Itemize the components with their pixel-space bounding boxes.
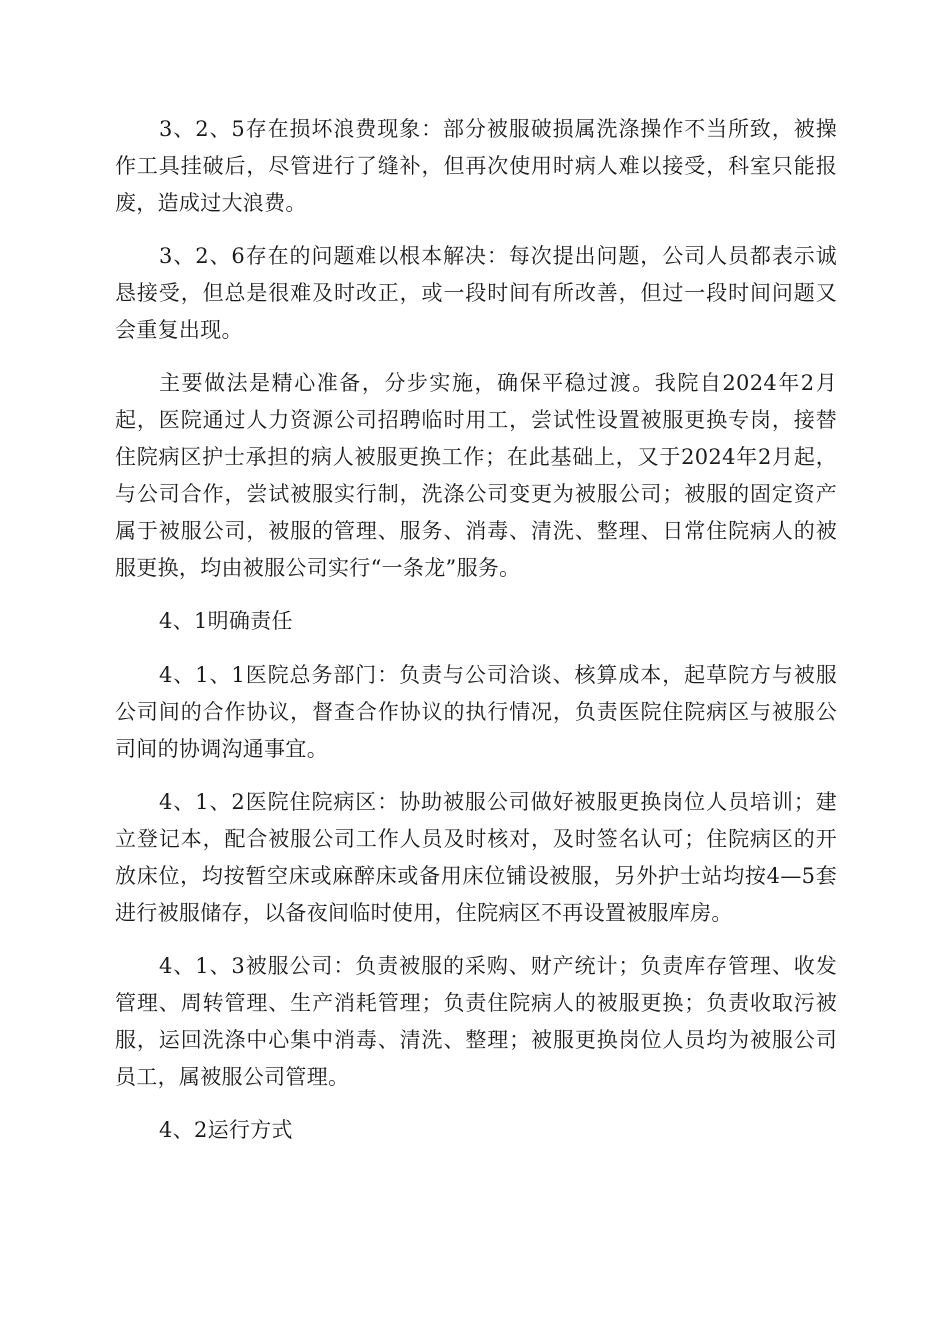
- paragraph-4-1-2: 4、1、2医院住院病区：协助被服公司做好被服更换岗位人员培训；建立登记本，配合被服公司工作人员及时核对，及时签名认可；住院病区的开放床位，均按暂空床或麻醉床或备用床位铺设被服，另外护士站均按4—5套进行被服储存，以备夜间临时使用，住院病区不再设置被服库房。: [115, 790, 837, 925]
- paragraph-3-2-5: 3、2、5存在损坏浪费现象：部分被服破损属洗涤操作不当所致，被操作工具挂破后，尽管进行了缝补，但再次使用时病人难以接受，科室只能报废，造成过大浪费。: [115, 117, 837, 215]
- section-heading-4-1: 4、1明确责任: [159, 609, 293, 633]
- paragraph-4-1-1: 4、1、1医院总务部门：负责与公司洽谈、核算成本，起草院方与被服公司间的合作协议，督查合作协议的执行情况，负责医院住院病区与被服公司间的协调沟通事宜。: [115, 663, 837, 761]
- paragraph-4-1-3: 4、1、3被服公司：负责被服的采购、财产统计；负责库存管理、收发管理、周转管理、生产消耗管理；负责住院病人的被服更换；负责收取污被服，运回洗涤中心集中消毒、清洗、整理；被服更换岗位人员均为被服公司员工，属被服公司管理。: [115, 954, 837, 1089]
- document-body: [115, 111, 837, 1166]
- section-heading-4-2: 4、2运行方式: [159, 1118, 293, 1142]
- paragraph-3-2-6: 3、2、6存在的问题难以根本解决：每次提出问题，公司人员都表示诚恳接受，但总是很难及时改正，或一段时间有所改善，但过一段时间问题又会重复出现。: [115, 244, 837, 342]
- paragraph-main-approach: 主要做法是精心准备，分步实施，确保平稳过渡。我院自2024年2月起，医院通过人力资源公司招聘临时用工，尝试性设置被服更换专岗，接替住院病区护士承担的病人被服更换工作；在此基础上，又于2024年2月起，与公司合作，尝试被服实行制，洗涤公司变更为被服公司；被服的固定资产属于被服公司，被服的管理、服务、消毒、清洗、整理、日常住院病人的被服更换，均由被服公司实行“一条龙”服务。: [115, 371, 837, 580]
